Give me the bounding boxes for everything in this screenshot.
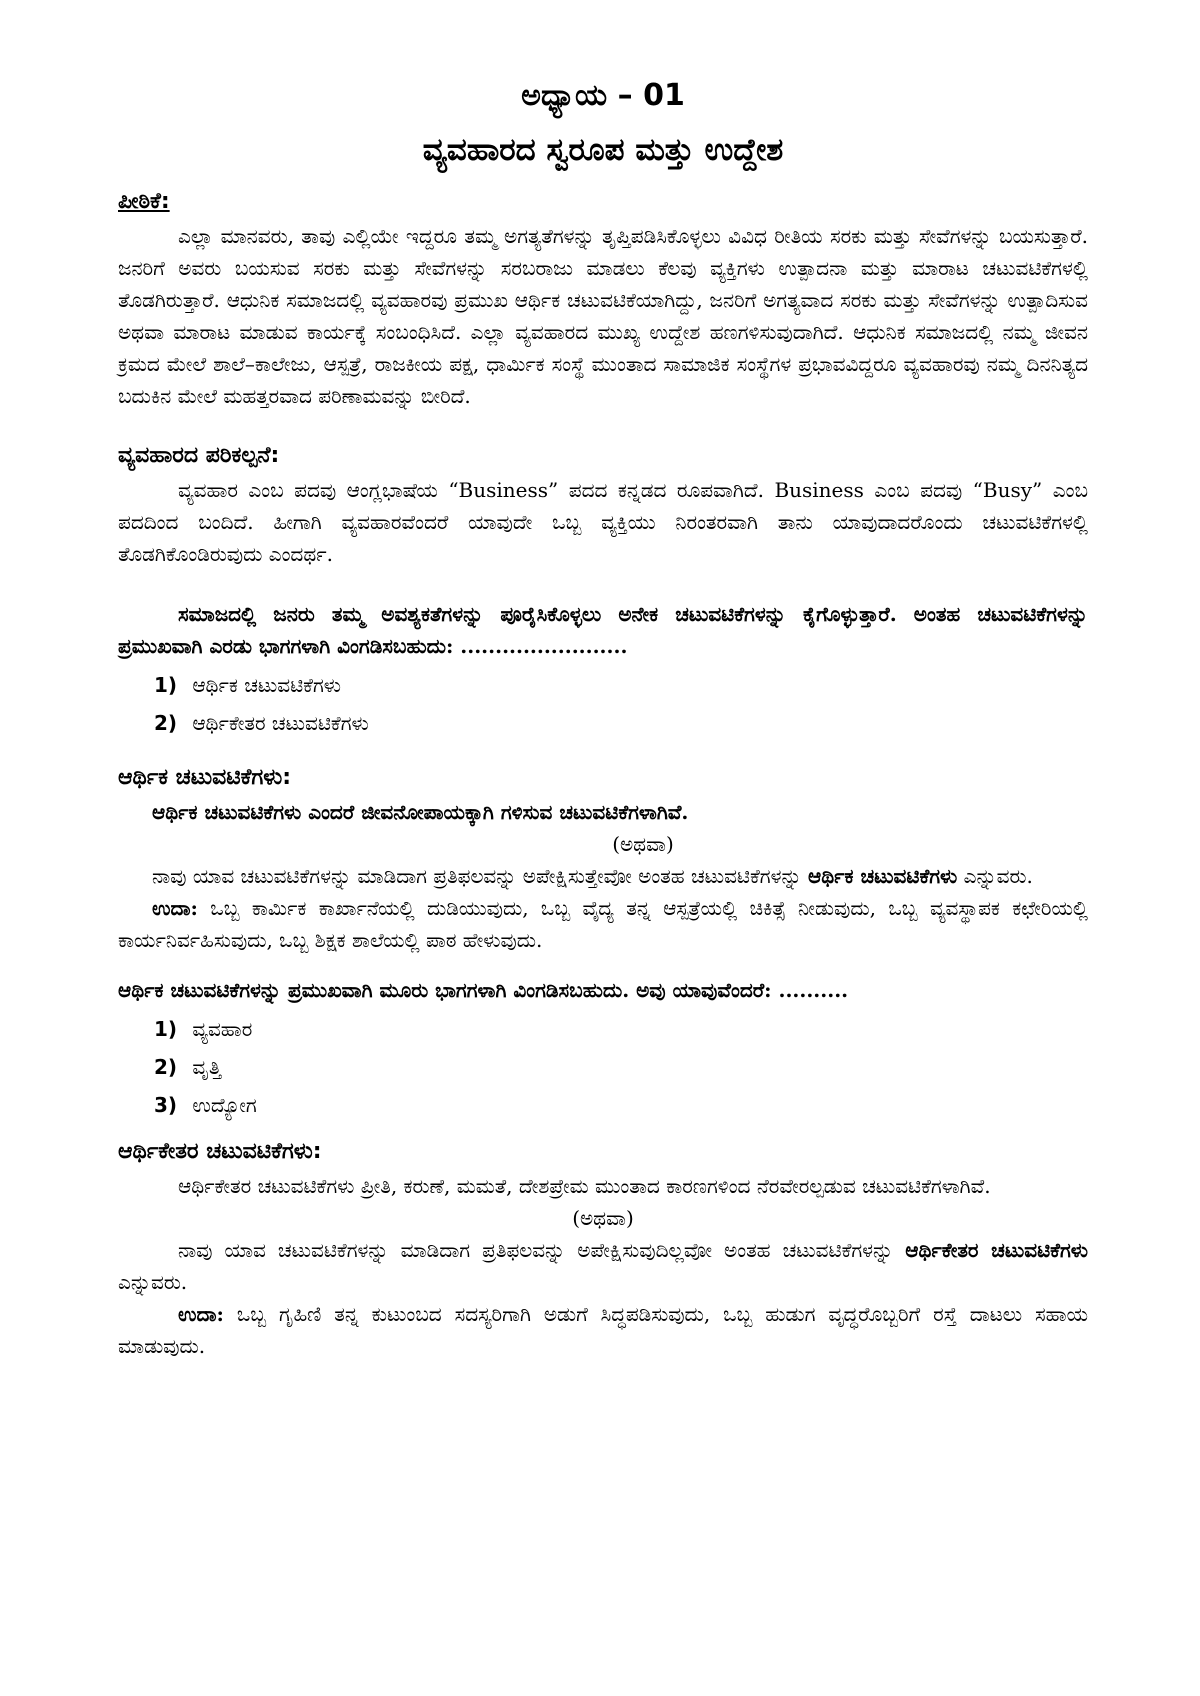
example-label: ಉದಾ: [152,896,198,920]
intro-paragraph: ಎಲ್ಲಾ ಮಾನವರು, ತಾವು ಎಲ್ಲಿಯೇ ಇದ್ದರೂ ತಮ್ಮ ಅಗತ್ಯತೆಗಳನ್ನು ತೃಪ್ತಿಪಡಿಸಿಕೊಳ್ಳಲು ವಿವಿಧ ರೀತಿಯ ಸರಕು ಮತ್ತು ಸೇವೆಗಳನ್ನು ಬಯಸುತ್ತಾರೆ. ಜನರಿಗೆ ಅವರು ಬಯಸುವ ಸರಕು ಮತ್ತು ಸೇವೆಗಳನ್ನು ಸರಬರಾಜು ಮಾಡಲು ಕೆಲವು ವ್ಯಕ್ತಿಗಳು ಉತ್ಪಾದನಾ ಮತ್ತು ಮಾರಾಟ ಚಟುವಟಿಕೆಗಳಲ್ಲಿ ತೊಡಗಿರುತ್ತಾರೆ. ಆಧುನಿಕ ಸಮಾಜದಲ್ಲಿ ವ್ಯವಹಾರವು ಪ್ರಮುಖ ಆರ್ಥಿಕ ಚಟುವಟಿಕೆಯಾಗಿದ್ದು, ಜನರಿಗೆ ಅಗತ್ಯವಾದ ಸರಕು ಮತ್ತು ಸೇವೆಗಳನ್ನು ಉತ್ಪಾದಿಸುವ ಅಥವಾ ಮಾರಾಟ ಮಾಡುವ ಕಾರ್ಯಕ್ಕೆ ಸಂಬಂಧಿಸಿದೆ. ಎಲ್ಲಾ ವ್ಯವಹಾರದ ಮುಖ್ಯ ಉದ್ದೇಶ ಹಣಗಳಿಸುವುದಾಗಿದೆ. ಆಧುನಿಕ ಸಮಾಜದಲ್ಲಿ ನಮ್ಮ ಜೀವನ ಕ್ರಮದ ಮೇಲೆ ಶಾಲೆ–ಕಾಲೇಜು, ಆಸ್ಪತ್ರೆ, ರಾಜಕೀಯ ಪಕ್ಷ, ಧಾರ್ಮಿಕ ಸಂಸ್ಥೆ ಮುಂತಾದ ಸಾಮಾಜಿಕ ಸಂಸ್ಥೆಗಳ ಪ್ರಭಾವವಿದ್ದರೂ ವ್ಯವಹಾರವು ನಮ್ಮ ದಿನನಿತ್ಯದ ಬದುಕಿನ ಮೇಲೆ ಮಹತ್ತರವಾದ ಪರಿಣಾಮವನ್ನು ಬೀರಿದೆ. [118,224,1088,408]
list-item-number: 1) [154,673,178,697]
list-item [154,666,1088,704]
list-item-number: 2) [154,1055,178,1079]
list-item-label: ಆರ್ಥಿಕ ಚಟುವಟಿಕೆಗಳು [192,673,342,697]
list-item [154,704,1088,742]
list-item-label: ಉದ್ಯೋಗ [192,1093,257,1117]
list-item [154,1010,1088,1048]
list-item-label: ವೃತ್ತಿ [192,1055,222,1079]
economic-alt-bold: ಆರ್ಥಿಕ ಚಟುವಟಿಕೆಗಳು [808,864,958,888]
noneconomic-heading: ಆರ್ಥಿಕೇತರ ಚಟುವಟಿಕೆಗಳು: [118,1139,322,1164]
economic-alt-text: ನಾವು ಯಾವ ಚಟುವಟಿಕೆಗಳನ್ನು ಮಾಡಿದಾಗ ಪ್ರತಿಫಲವನ್ನು ಅಪೇಕ್ಷಿಸುತ್ತೇವೋ ಅಂತಹ ಚಟುವಟಿಕೆಗಳನ್ನು [152,864,802,888]
economic-heading: ಆರ್ಥಿಕ ಚಟುವಟಿಕೆಗಳು: [118,765,291,790]
noneconomic-or: (ಅಥವಾ) [572,1206,634,1230]
economic-alt-end: ಎನ್ನುವರು. [957,864,1033,888]
list-item [154,1086,1088,1124]
list-item-number: 2) [154,711,178,735]
list-item-number: 3) [154,1093,178,1117]
noneconomic-alt-text: ನಾವು ಯಾವ ಚಟುವಟಿಕೆಗಳನ್ನು ಮಾಡಿದಾಗ ಪ್ರತಿಫಲವನ್ನು ಅಪೇಕ್ಷಿಸುವುದಿಲ್ಲವೋ ಅಂತಹ ಚಟುವಟಿಕೆಗಳನ್ನು [178,1238,906,1262]
economic-alt-paragraph [118,860,1088,892]
list-item-number: 1) [154,1017,178,1041]
activity-types-list [118,666,1088,742]
activities-division-paragraph: ಸಮಾಜದಲ್ಲಿ ಜನರು ತಮ್ಮ ಅವಶ್ಯಕತೆಗಳನ್ನು ಪೂರೈಸಿಕೊಳ್ಳಲು ಅನೇಕ ಚಟುವಟಿಕೆಗಳನ್ನು ಕೈಗೊಳ್ಳುತ್ತಾರೆ. ಅಂತಹ ಚಟುವಟಿಕೆಗಳನ್ನು ಪ್ರಮುಖವಾಗಿ ಎರಡು ಭಾಗಗಳಾಗಿ ವಿಂಗಡಿಸಬಹುದು: ........................ [118,602,1088,658]
list-item [154,1048,1088,1086]
noneconomic-definition: ಆರ್ಥಿಕೇತರ ಚಟುವಟಿಕೆಗಳು ಪ್ರೀತಿ, ಕರುಣೆ, ಮಮತೆ, ದೇಶಪ್ರೇಮ ಮುಂತಾದ ಕಾರಣಗಳಿಂದ ನೆರವೇರಲ್ಪಡುವ ಚಟುವಟಿಕೆಗಳಾಗಿವೆ. [178,1174,991,1198]
economic-or: (ಅಥವಾ) [612,832,674,856]
concept-heading: ವ್ಯವಹಾರದ ಪರಿಕಲ್ಪನೆ: [118,443,280,468]
economic-example [118,892,1088,956]
example-text: ಒಬ್ಬ ಗೃಹಿಣಿ ತನ್ನ ಕುಟುಂಬದ ಸದಸ್ಯರಿಗಾಗಿ ಅಡುಗೆ ಸಿದ್ಧಪಡಿಸುವುದು, ಒಬ್ಬ ಹುಡುಗ ವೃದ್ಧರೊಬ್ಬರಿಗೆ ರಸ್ತೆ ದಾಟಲು ಸಹಾಯ ಮಾಡುವುದು. [118,1302,1088,1358]
chapter-number: ಅಧ್ಯಾಯ – 01 [521,78,685,113]
noneconomic-alt-end: ಎನ್ನುವರು. [118,1270,188,1294]
list-item-label: ಆರ್ಥಿಕೇತರ ಚಟುವಟಿಕೆಗಳು [192,711,369,735]
noneconomic-alt-paragraph [118,1234,1088,1298]
economic-definition: ಆರ್ಥಿಕ ಚಟುವಟಿಕೆಗಳು ಎಂದರೆ ಜೀವನೋಪಾಯಕ್ಕಾಗಿ ಗಳಿಸುವ ಚಟುವಟಿಕೆಗಳಾಗಿವೆ. [152,800,689,824]
noneconomic-example [118,1298,1088,1362]
noneconomic-alt-bold: ಆರ್ಥಿಕೇತರ ಚಟುವಟಿಕೆಗಳು [905,1238,1088,1262]
economic-types-list [118,1010,1088,1124]
example-text: ಒಬ್ಬ ಕಾರ್ಮಿಕ ಕಾರ್ಖಾನೆಯಲ್ಲಿ ದುಡಿಯುವುದು, ಒಬ್ಬ ವೈದ್ಯ ತನ್ನ ಆಸ್ಪತ್ರೆಯಲ್ಲಿ ಚಿಕಿತ್ಸೆ ನೀಡುವುದು, ಒಬ್ಬ ವ್ಯವಸ್ಥಾಪಕ ಕಛೇರಿಯಲ್ಲಿ ಕಾರ್ಯನಿರ್ವಹಿಸುವುದು, ಒಬ್ಬ ಶಿಕ್ಷಕ ಶಾಲೆಯಲ್ಲಿ ಪಾಠ ಹೇಳುವುದು. [118,896,1088,952]
list-item-label: ವ್ಯವಹಾರ [192,1017,253,1041]
example-label: ಉದಾ: [178,1302,224,1326]
document-page [118,70,1088,1362]
economic-division-paragraph: ಆರ್ಥಿಕ ಚಟುವಟಿಕೆಗಳನ್ನು ಪ್ರಮುಖವಾಗಿ ಮೂರು ಭಾಗಗಳಾಗಿ ವಿಂಗಡಿಸಬಹುದು. ಅವು ಯಾವುವೆಂದರೆ: .......... [118,978,849,1002]
concept-paragraph: ವ್ಯವಹಾರ ಎಂಬ ಪದವು ಆಂಗ್ಲಭಾಷೆಯ “Business” ಪದದ ಕನ್ನಡದ ರೂಪವಾಗಿದೆ. Business ಎಂಬ ಪದವು “Busy” ಎಂಬ ಪದದಿಂದ ಬಂದಿದೆ. ಹೀಗಾಗಿ ವ್ಯವಹಾರವೆಂದರೆ ಯಾವುದೇ ಒಬ್ಬ ವ್ಯಕ್ತಿಯು ನಿರಂತರವಾಗಿ ತಾನು ಯಾವುದಾದರೊಂದು ಚಟುವಟಿಕೆಗಳಲ್ಲಿ ತೊಡಗಿಕೊಂಡಿರುವುದು ಎಂದರ್ಥ. [118,478,1088,566]
chapter-title: ವ್ಯವಹಾರದ ಸ್ವರೂಪ ಮತ್ತು ಉದ್ದೇಶ [422,132,784,168]
intro-heading: ಪೀಠಿಕೆ: [118,189,170,214]
